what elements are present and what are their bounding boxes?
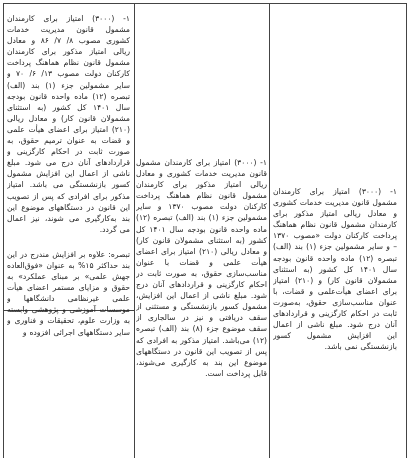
cell-text-note: تبصره: علاوه بر افزایش مندرج در این بند حداکثر ۱۵% به عنوان «فوق‌العاده جهش علمی» بر مبنای عملکرد» به حقوق و مزایای مستمر اعضای هیأت علمی غیرنظامی دانشگاهها و موسسات آموزشی و پژوهشی وابسته به وزارت علوم، تحقیقات و فناوری و سایر دستگاههای اجرائی افزوده و <box>7 249 130 337</box>
cell-text: ۱- (۳۰۰۰) امتیاز برای کارمندان مشمول قانون مدیریت خدمات کشوری مصوب ۸/ ۷/ ۸۶ و معادل ریالی امتیاز مذکور برای کارمندان مشمول قانون نظام هماهنگ پرداخت کارکنان دولت مصوب ۱۳/ ۶/ ۷۰ و سایر مشمولین جزء (۱) بند (الف) تبصره (۱۲) ماده واحده قانون بودجه سال ۱۴۰۱ کل کشور (به استثنای مشمولان قانون کار) و معادل ریالی (۲۱۰) امتیاز برای اعضای هیأت علمی و قضات به عنوان ترمیم حقوق، به صورت ثابت در احکام کارگزینی و قراردادهای آنان درج می شود. مبلغ ناشی از اعمال این افزایش مشمول کسور بازنشستگی می باشد. امتیاز مذکور برای افرادی که پس از تصویب این قانون در دستگاههای موضوع این بند به‌کارگیری می شوند، نیز اعمال می گردد. <box>7 14 130 234</box>
table-cell-column-2 <box>136 157 267 457</box>
cell-text: ۱- (۳۰۰۰) امتیاز برای کارمندان مشمول قانون مدیریت خدمات کشوری و معادل ریالی امتیاز مذکور برای کارمندان مشمول قانون نظام هماهنگ پرداخت کارکنان دولت مصوب ۱۳۷۰ و سایر مشمولین جزء (۱) بند (الف) تبصره (۱۲) ماده واحده قانون بودجه سال ۱۴۰۱ کل کشور (به استثنای مشمولان قانون کار) و معادل ریالی (۲۱۰) امتیاز برای اعضای هیأت علمی و قضات با عنوان مناسب‌سازی حقوق، به صورت ثابت در احکام کارگزینی و قراردادهای آنان درج شود. مبلغ ناشی از اعمال این افزایش، مشمول کسور بازنشستگی و مستثنی از سقف دریافتی و نیز در سالجاری از سقف موضوع جزء (۸) بند (الف) تبصره (۱۲) می‌باشد. امتیاز مذکور به افرادی که پس از تصویب این قانون در دستگاههای موضوع این بند به کارگیری می‌شوند، قابل پرداخت است. <box>136 158 267 378</box>
column-divider <box>269 4 270 458</box>
cell-text: ۱- (۳۰۰۰) امتیاز برای کارمندان مشمول قانون مدیریت خدمات کشوری و معادل ریالی امتیاز مذکور برای کارمندان مشمول قانون نظام هماهنگ پرداخت کارکنان دولت «مصوب ۱۳۷۰ – و سایر مشمولین جزء (۱) بند (الف) تبصره (۱۲) ماده واحده قانون بودجه سال ۱۴۰۱ کل کشور (به استثنای مشمولان قانون کار) و (۲۱۰) امتیاز برای اعضای هیأت‌علمی و قضات، با عنوان مناسب‌سازی حقوق، به‌صورت ثابت در احکام کارگزینی و قراردادهای آنان درج شود. مبلغ ناشی از اعمال این افزایش مشمول کسور بازنشستگی نمی باشد. <box>273 187 397 352</box>
table-cell-column-3 <box>7 13 130 458</box>
column-divider <box>134 4 135 458</box>
table-cell-column-1 <box>273 186 397 416</box>
